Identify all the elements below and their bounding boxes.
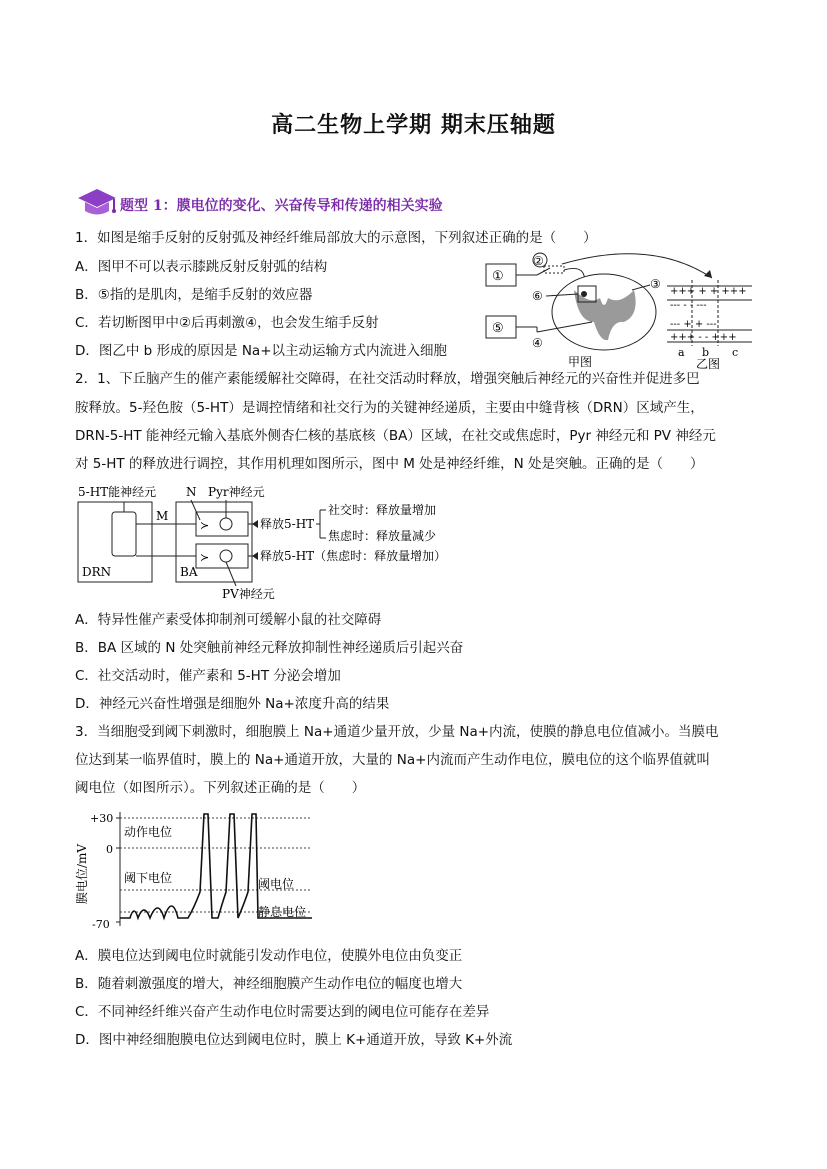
svg-text:+++ + + +++: +++ + + +++ [670, 286, 747, 297]
tick-0: 0 [106, 843, 113, 856]
q3-option-b: B．随着刺激强度的增大，神经细胞膜产生动作电位的幅度也增大 [75, 976, 463, 992]
q3-option-a: A．膜电位达到阈电位时就能引发动作电位，使膜外电位由负变正 [75, 948, 463, 964]
q2-option-b: B．BA 区域的 N 处突触前神经元释放抑制性神经递质后引起兴奋 [75, 640, 464, 656]
q2-option-c: C．社交活动时，催产素和 5-HT 分泌会增加 [75, 668, 341, 684]
svg-text:--- - - ---: --- - - --- [670, 300, 707, 311]
sub-threshold-label: 阈下电位 [124, 871, 173, 885]
q1-figure [482, 250, 757, 370]
tick-plus30: +30 [90, 812, 114, 825]
svg-text:≻: ≻ [200, 551, 210, 564]
label-1: ① [492, 269, 504, 284]
graduation-cap-icon [76, 186, 118, 220]
label-4: ④ [532, 336, 543, 350]
q1-option-b: B．⑤指的是肌肉，是缩手反射的效应器 [75, 287, 313, 303]
q3-line-1: 3．当细胞受到阈下刺激时，细胞膜上 Na+通道少量开放，少量 Na+内流，使膜的静息电位值减小。当膜电 [75, 724, 719, 740]
section-title: 题型 1：膜电位的变化、兴奋传导和传递的相关实验 [120, 198, 443, 214]
page-title: 高二生物上学期 期末压轴题 [271, 112, 556, 138]
q2-line-2: 胺释放。5-羟色胺（5-HT）是调控情绪和社交行为的关键神经递质，主要由中缝背核（DRN）区域产生， [75, 400, 704, 416]
label-c: c [732, 346, 739, 359]
q1-option-c: C．若切断图甲中②后再刺激④，也会发生缩手反射 [75, 315, 379, 331]
svg-text:+++ - - +++: +++ - - +++ [670, 332, 737, 343]
social-label: 社交时：释放量增加 [328, 503, 437, 517]
q1-option-a: A．图甲不可以表示膝跳反射反射弧的结构 [75, 259, 328, 275]
label-2: ② [533, 254, 544, 268]
q2-line-1: 2．1、下丘脑产生的催产素能缓解社交障碍，在社交活动时释放，增强突触后神经元的兴奋性并促进多巴 [75, 371, 700, 387]
figure-yi-label: 乙图 [696, 357, 721, 370]
q3-line-3: 阈电位（如图所示）。下列叙述正确的是（ ） [75, 780, 366, 796]
ht-neuron-label: 5-HT能神经元 [78, 485, 157, 499]
m-label: M [156, 509, 169, 523]
label-b: b [702, 346, 710, 359]
n-label: N [186, 485, 197, 499]
svg-text:≻: ≻ [200, 519, 210, 532]
label-6: ⑥ [532, 289, 543, 303]
q2-line-3: DRN-5-HT 能神经元输入基底外侧杏仁核的基底核（BA）区域，在社交或焦虑时，Pyr 神经元和 PV 神经元 [75, 428, 716, 444]
y-axis-label: 膜电位/mV [75, 843, 89, 904]
q3-option-d: D．图中神经细胞膜电位达到阈电位时，膜上 K+通道开放，导致 K+外流 [75, 1032, 513, 1048]
ba-label: BA [180, 565, 198, 579]
threshold-label: 阈电位 [258, 877, 295, 891]
q3-figure [72, 808, 322, 932]
q3-option-c: C．不同神经纤维兴奋产生动作电位时需要达到的阈电位可能存在差异 [75, 1004, 490, 1020]
q2-figure [76, 482, 476, 604]
q3-line-2: 位达到某一临界值时，膜上的 Na+通道开放，大量的 Na+内流而产生动作电位，膜电位的这个临界值就叫 [75, 752, 710, 768]
tick-minus70: -70 [92, 918, 110, 931]
drn-label: DRN [82, 565, 112, 579]
label-a: a [678, 346, 685, 359]
pv-label: PV神经元 [222, 587, 275, 601]
action-potential-label: 动作电位 [124, 825, 173, 839]
release-5ht-2: 释放5-HT（焦虑时：释放量增加） [260, 549, 447, 563]
nerve-fiber-detail [667, 280, 752, 359]
svg-text:--- + + ---: --- + + --- [670, 319, 717, 330]
label-5: ⑤ [492, 321, 504, 336]
pyr-label: Pyr神经元 [208, 485, 265, 499]
q1-stem: 1．如图是缩手反射的反射弧及神经纤维局部放大的示意图，下列叙述正确的是（ ） [75, 230, 597, 246]
anxious-label: 焦虑时：释放量减少 [328, 529, 437, 543]
q2-option-d: D．神经元兴奋性增强是细胞外 Na+浓度升高的结果 [75, 696, 390, 712]
release-5ht-1: 释放5-HT [260, 517, 315, 531]
q1-option-d: D．图乙中 b 形成的原因是 Na+以主动运输方式内流进入细胞 [75, 343, 448, 359]
rest-label: 静息电位 [258, 905, 307, 919]
q2-line-4: 对 5-HT 的释放进行调控，其作用机理如图所示，图中 M 处是神经纤维，N 处是突触。正确的是（ ） [75, 456, 704, 472]
label-3: ③ [650, 277, 661, 291]
q2-option-a: A．特异性催产素受体抑制剂可缓解小鼠的社交障碍 [75, 612, 382, 628]
figure-jia-label: 甲图 [568, 355, 593, 369]
